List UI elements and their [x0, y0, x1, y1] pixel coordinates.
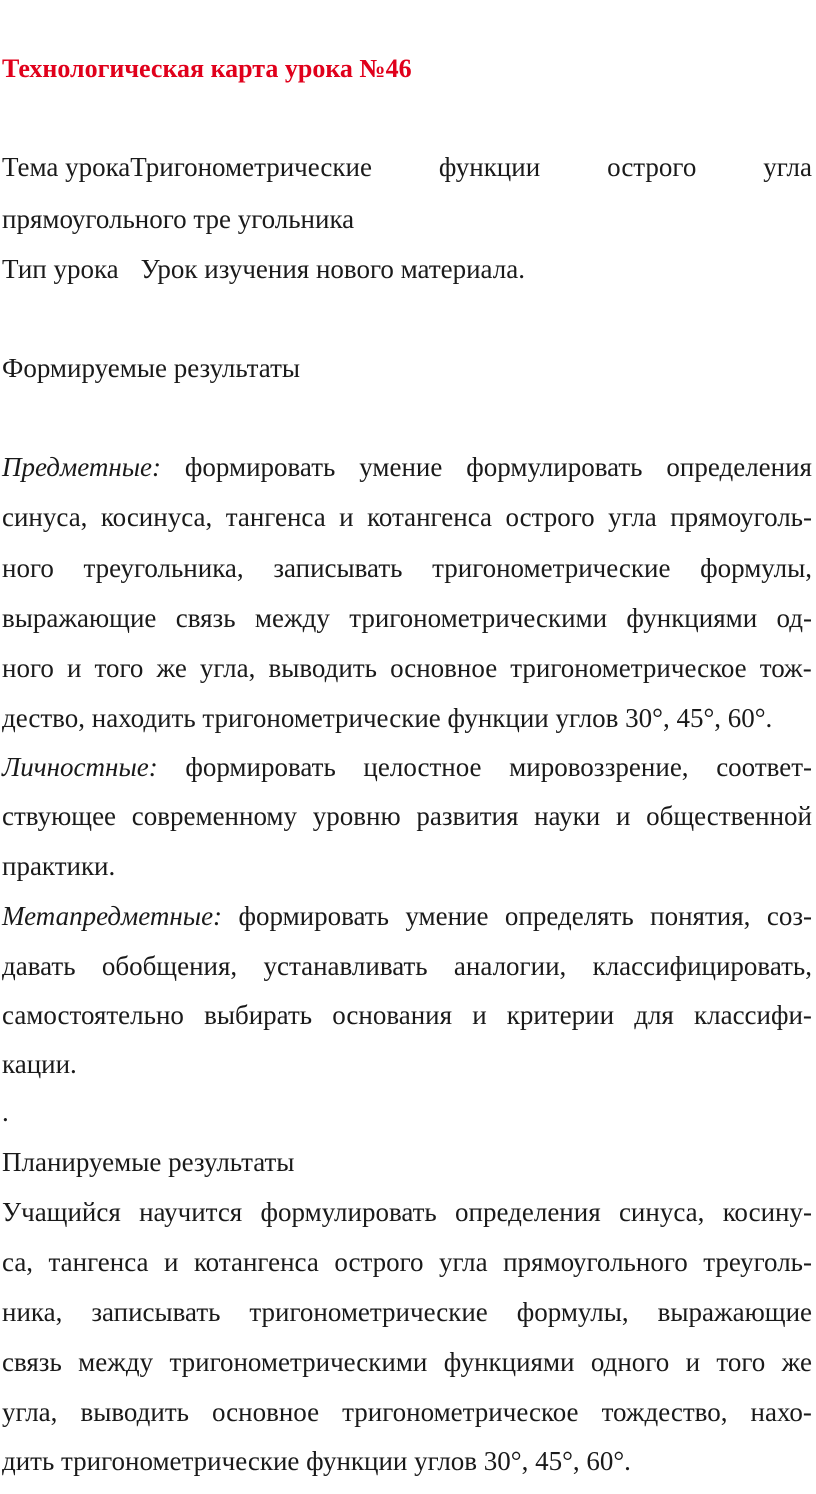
text-line: [2, 1347, 812, 1377]
lesson-type-line: [2, 254, 525, 284]
text-word: между: [254, 603, 330, 633]
text-line: [2, 1397, 812, 1427]
text-segment: синуса, косинуса, тангенса и котангенса острого угла прямоуголь-: [2, 502, 812, 532]
text-segment: ного и того же угла, выводить основное тригонометрическое тож-: [2, 653, 812, 683]
meta-results-line: [2, 901, 812, 931]
formed-results-heading: Формируемые результаты: [2, 353, 301, 383]
text-word: функциями: [443, 1347, 575, 1377]
topic-word: Тригонометрические: [130, 152, 372, 182]
text-word: тригонометрическими: [349, 603, 608, 633]
text-word: треугольника,: [83, 553, 244, 583]
text-word: синуса,: [618, 1197, 705, 1227]
text-line: [2, 951, 812, 981]
text-word: и: [615, 801, 631, 831]
text-word: угла: [438, 1247, 488, 1277]
text-word: умение: [359, 452, 443, 482]
subject-results-label: Предметные:: [2, 452, 161, 482]
text-word: ного: [2, 553, 54, 583]
text-segment: кации.: [2, 1049, 77, 1079]
text-word: ника,: [2, 1297, 63, 1327]
text-line: [2, 1197, 812, 1227]
text-word: записывать: [91, 1297, 221, 1327]
text-segment: дество, находить тригонометрические функции углов 30°, 45°, 60°.: [2, 703, 773, 733]
text-word: развития: [416, 801, 519, 831]
text-segment: практики.: [2, 851, 116, 881]
text-line: [2, 1446, 631, 1476]
text-line: [2, 1297, 812, 1327]
personal-results-line: [2, 752, 812, 782]
personal-results-label: Личностные:: [2, 752, 158, 782]
text-word: связь: [2, 1347, 62, 1377]
text-word: для: [634, 1000, 674, 1030]
text-word: критерии: [506, 1000, 615, 1030]
text-line: [2, 553, 812, 583]
text-word: Учащийся: [2, 1197, 121, 1227]
lesson-type-label: Тип урока: [2, 254, 119, 284]
topic-word: угла: [763, 152, 812, 182]
text-word: са,: [2, 1247, 34, 1277]
text-word: обобщения,: [101, 951, 238, 981]
text-word: выбирать: [204, 1000, 313, 1030]
text-word: косину-: [722, 1197, 812, 1227]
text-line: [2, 1247, 812, 1277]
text-word: мировоззрение,: [509, 752, 689, 782]
text-segment: дить тригонометрические функции углов 30°, 45°, 60°.: [2, 1446, 631, 1476]
text-word: котангенса: [193, 1247, 319, 1277]
text-word: угла,: [2, 1397, 58, 1427]
text-word: соответ-: [716, 752, 812, 782]
text-word: науки: [534, 801, 601, 831]
text-word: и: [472, 1000, 487, 1030]
text-word: определять: [504, 901, 634, 931]
text-word: острого: [334, 1247, 424, 1277]
text-word: между: [78, 1347, 154, 1377]
text-word: выражающие: [657, 1297, 812, 1327]
text-word: давать: [2, 951, 76, 981]
text-word: и: [685, 1347, 701, 1377]
text-word: формировать: [238, 901, 389, 931]
text-word: од-: [776, 603, 812, 633]
lesson-type-value: Урок изучения нового материала.: [140, 254, 525, 284]
text-word: умение: [405, 901, 489, 931]
text-word: тригонометрическое: [342, 1397, 579, 1427]
subject-results-line: [2, 452, 812, 482]
topic-label: Тема урока: [2, 152, 131, 182]
topic-continuation: прямоугольного тре угольника: [2, 204, 355, 234]
text-word: уровню: [312, 801, 401, 831]
text-word: нахо-: [750, 1397, 812, 1427]
topic-word: острого: [607, 152, 697, 182]
text-line: [2, 851, 115, 881]
stray-dot: .: [2, 1097, 9, 1127]
text-word: выводить: [80, 1397, 189, 1427]
text-word: тригонометрические: [432, 553, 671, 583]
text-line: [2, 653, 812, 683]
text-word: современному: [131, 801, 298, 831]
text-word: тождество,: [601, 1397, 728, 1427]
topic-label-and-first: [2, 152, 372, 182]
text-word: формулировать: [466, 452, 643, 482]
text-word: понятия,: [650, 901, 751, 931]
text-word: и: [164, 1247, 179, 1277]
text-word: ствующее: [2, 801, 117, 831]
topic-line: [2, 152, 812, 182]
text-word: выражающие: [2, 603, 157, 633]
topic-word: функции: [438, 152, 541, 182]
text-line: [2, 1000, 812, 1030]
text-word: классифи-: [694, 1000, 812, 1030]
text-word: классифицировать,: [592, 951, 812, 981]
text-word: тригонометрические: [249, 1297, 488, 1327]
text-word: аналогии,: [453, 951, 567, 981]
text-word: устанавливать: [263, 951, 428, 981]
text-word: же: [781, 1347, 812, 1377]
page-title: Технологическая карта урока №46: [2, 54, 412, 83]
text-word: треуголь-: [703, 1247, 812, 1277]
text-word: определения: [455, 1197, 601, 1227]
meta-results-label: Метапредметные:: [2, 901, 223, 931]
text-line: [2, 603, 812, 633]
text-word: соз-: [766, 901, 812, 931]
text-word: записывать: [273, 553, 403, 583]
text-line: [2, 1049, 77, 1079]
text-word: самостоятельно: [2, 1000, 184, 1030]
text-word: связь: [175, 603, 236, 633]
text-word: тангенса: [48, 1247, 149, 1277]
text-word: формировать: [184, 452, 336, 482]
text-word: одного: [590, 1347, 670, 1377]
text-word: функциями: [626, 603, 758, 633]
text-line: [2, 801, 812, 831]
text-word: целостное: [363, 752, 482, 782]
text-line: [2, 502, 812, 532]
text-word: формулы,: [516, 1297, 629, 1327]
planned-results-heading: Планируемые результаты: [2, 1147, 295, 1177]
text-word: общественной: [646, 801, 812, 831]
text-word: формировать: [185, 752, 336, 782]
text-word: формулы,: [700, 553, 812, 583]
text-word: определения: [666, 452, 812, 482]
text-word: прямоугольного: [503, 1247, 688, 1277]
text-word: основное: [212, 1397, 320, 1427]
text-word: формулировать: [260, 1197, 437, 1227]
text-word: основания: [332, 1000, 453, 1030]
text-line: [2, 703, 772, 733]
text-word: того: [716, 1347, 766, 1377]
text-word: тригонометрическими: [169, 1347, 428, 1377]
text-word: научится: [139, 1197, 243, 1227]
